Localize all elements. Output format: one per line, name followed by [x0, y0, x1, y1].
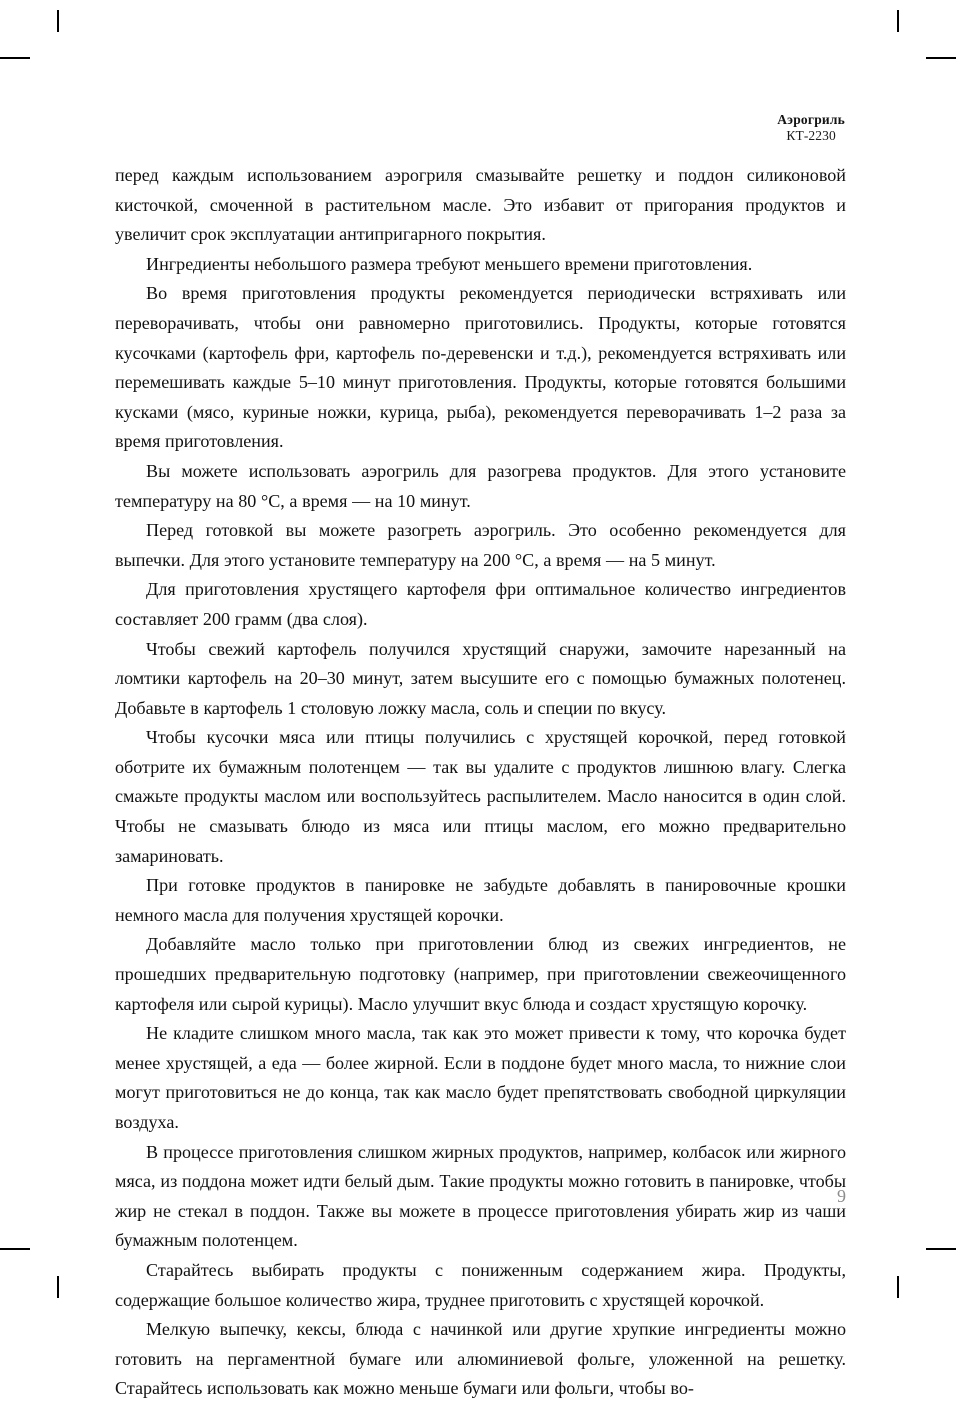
paragraph: Старайтесь выбирать продукты с пониженным содержанием жира. Продукты, содержащие большое количество жира, труднее приготовить с хрустящей корочкой. [115, 1259, 846, 1310]
paragraph: Для приготовления хрустящего картофеля фри оптимальное количество ингредиентов составляет 200 грамм (два слоя). [115, 579, 846, 629]
crop-mark-bottom-right-vertical [897, 1276, 899, 1298]
header-product-title: Аэрогриль [777, 112, 845, 127]
crop-mark-bottom-left-horizontal [0, 1248, 30, 1250]
paragraph: перед каждым использованием аэрогриля смазывайте решетку и поддон силиконовой кисточкой, смоченной в растительном масле. Это избавит от пригорания продуктов и увеличит срок эксплуатации антипригарного покрытия. [115, 165, 846, 245]
paragraph: В процессе приготовления слишком жирных продуктов, например, колбасок или жирного мяса, из поддона может идти белый дым. Такие продукты можно готовить в панировке, чтобы жир не стекал в поддон. Также вы можете в процессе приготовления убирать жир из чаши бумажным полотенцем. [115, 1141, 846, 1251]
paragraph: Чтобы свежий картофель получился хрустящий снаружи, замочите нарезанный на ломтики картофель на 20–30 минут, затем высушите его с помощью бумажных полотенец. Добавьте в картофель 1 столовую ложку масла, соль и специи по вкусу. [115, 638, 846, 718]
crop-mark-top-left-horizontal [0, 57, 30, 59]
paragraph: Мелкую выпечку, кексы, блюда с начинкой или другие хрупкие ингредиенты можно готовить на пергаментной бумаге или алюминиевой фольге, уложенной на решетку. Старайтесь использовать как можно меньше бумаги или фольги, чтобы во- [115, 1319, 846, 1399]
paragraph: Вы можете использовать аэрогриль для разогрева продуктов. Для этого установите температуру на 80 °С, а время — на 10 минут. [115, 460, 846, 511]
paragraph: Не кладите слишком много масла, так как это может привести к тому, что корочка будет менее хрустящей, а еда — более жирной. Если в поддоне будет много масла, то нижние слои могут приготовиться не до конца, так как масло будет препятствовать свободной циркуляции воздуха. [115, 1023, 846, 1132]
crop-mark-top-left-vertical [57, 10, 59, 32]
page-number: 9 [837, 1186, 846, 1206]
crop-mark-bottom-left-vertical [57, 1276, 59, 1298]
paragraph: При готовке продуктов в панировке не забудьте добавлять в панировочные крошки немного масла для получения хрустящей корочки. [115, 875, 846, 925]
crop-mark-top-right-horizontal [926, 57, 956, 59]
paragraph: Перед готовкой вы можете разогреть аэрогриль. Это особенно рекомендуется для выпечки. Для этого установите температуру на 200 °С, а время — на 5 минут. [115, 520, 846, 570]
header-model-number: КТ-2230 [786, 127, 836, 143]
paragraph: Чтобы кусочки мяса или птицы получились с хрустящей корочкой, перед готовкой оботрите их бумажным полотенцем — так вы удалите с продуктов лишнюю влагу. Слегка смажьте продукты маслом или воспользуйтесь распылителем. Масло наносится в один слой. Чтобы не смазывать блюдо из мяса или птицы маслом, его можно предварительно замариновать. [115, 727, 846, 866]
body-text-column [115, 161, 846, 1404]
paragraph: Во время приготовления продукты рекомендуется периодически встряхивать или переворачивать, чтобы они равномерно приготовились. Продукты, которые готовятся кусочками (картофель фри, картофель по-деревенски и т.д.), рекомендуется встряхивать или перемешивать каждые 5–10 минут приготовления. Продукты, которые готовятся большими кусками (мясо, куриные ножки, курица, рыба), рекомендуется переворачивать 1–2 раза за время приготовления. [115, 283, 846, 452]
running-header [777, 112, 845, 144]
paragraph: Ингредиенты небольшого размера требуют меньшего времени приготовления. [146, 253, 753, 274]
paragraph: Добавляйте масло только при приготовлении блюд из свежих ингредиентов, не прошедших предварительную подготовку (например, при приготовлении свежеочищенного картофеля или сырой курицы). Масло улучшит вкус блюда и создаст хрустящую корочку. [115, 934, 846, 1014]
crop-mark-top-right-vertical [897, 10, 899, 32]
crop-mark-bottom-right-horizontal [926, 1248, 956, 1250]
